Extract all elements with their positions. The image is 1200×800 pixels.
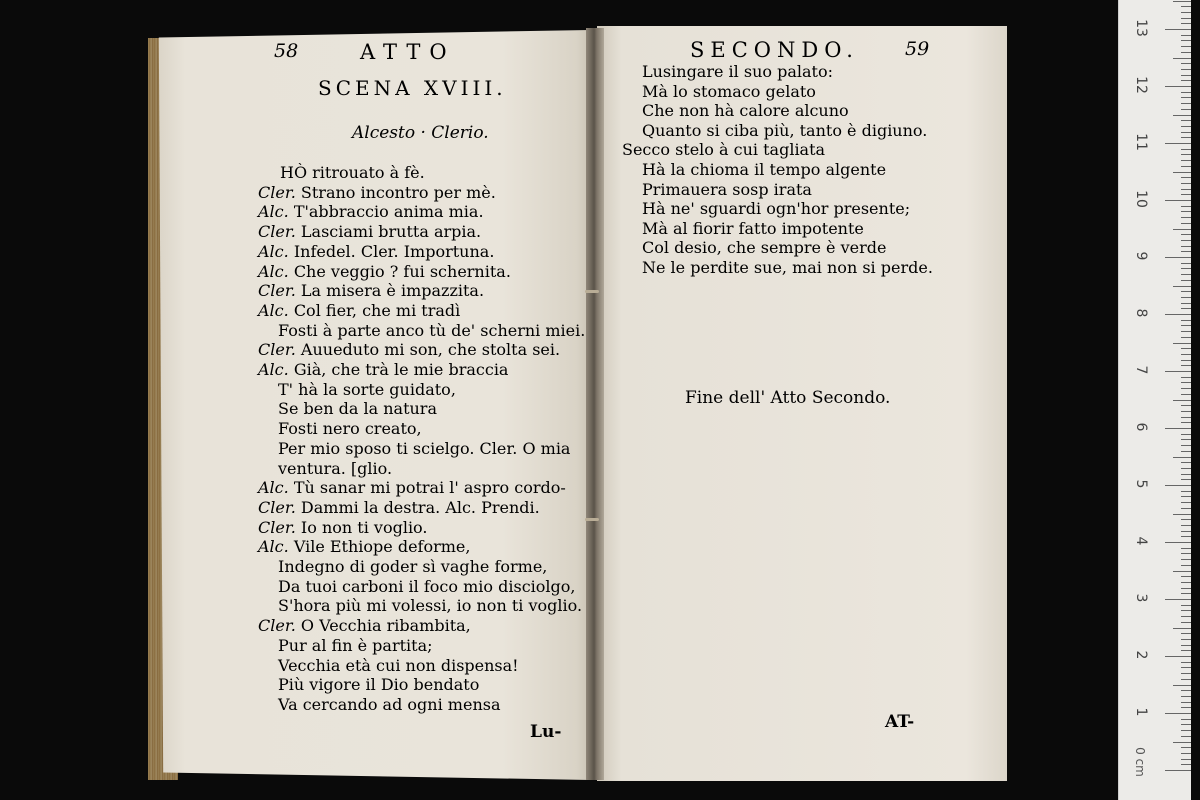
- ruler-tick: [1181, 382, 1191, 383]
- verse-text: La misera è impazzita.: [300, 281, 485, 301]
- verse-text: Col fier, che mi tradì: [293, 300, 461, 320]
- ruler-tick: [1181, 291, 1191, 292]
- verse-line: Mà lo stomaco gelato: [642, 81, 816, 101]
- verse-text: Vecchia età cui non dispensa!: [278, 655, 519, 675]
- verse-line: Quanto si ciba più, tanto è digiuno.: [642, 120, 928, 140]
- ruler-tick: [1181, 23, 1191, 24]
- ruler-tick: [1181, 331, 1191, 332]
- verse-text: Fosti à parte anco tù de' scherni miei.: [278, 320, 586, 340]
- ruler-tick: [1181, 559, 1191, 560]
- ruler-tick: [1181, 97, 1191, 98]
- ruler-tick: [1181, 18, 1191, 19]
- ruler-tick: [1181, 303, 1191, 304]
- ruler-tick: [1181, 468, 1191, 469]
- left-verse-block: [258, 163, 588, 715]
- verse-line: [258, 695, 588, 715]
- left-running-head: ATTO: [360, 40, 456, 64]
- ruler-tick: [1181, 137, 1191, 138]
- ruler-tick: [1173, 571, 1191, 572]
- verse-line: [258, 242, 588, 262]
- verse-line: Lusingare il suo palato:: [642, 62, 833, 81]
- ruler-tick: [1165, 371, 1191, 372]
- ruler-tick: [1181, 388, 1191, 389]
- ruler-tick: [1181, 610, 1191, 611]
- verse-text: Io non ti voglio.: [300, 517, 428, 537]
- ruler-tick: [1173, 628, 1191, 629]
- ruler-number: 7: [1133, 365, 1149, 375]
- scene-title: SCENA XVIII.: [318, 76, 507, 100]
- ruler-tick: [1181, 593, 1191, 594]
- ruler-tick: [1181, 759, 1191, 760]
- verse-line: [258, 183, 588, 203]
- verse-line: Col desio, che sempre è verde: [642, 238, 887, 258]
- verse-text: Fosti nero creato,: [278, 419, 422, 439]
- speaker-label: Alc.: [258, 202, 289, 222]
- ruler-tick: [1173, 58, 1191, 59]
- verse-line: [258, 596, 588, 616]
- ruler-tick: [1181, 63, 1191, 64]
- ruler-tick: [1181, 462, 1191, 463]
- ruler-tick: [1181, 40, 1191, 41]
- ruler-tick: [1173, 286, 1191, 287]
- ruler-tick: [1173, 400, 1191, 401]
- ruler-tick: [1181, 337, 1191, 338]
- ruler-tick: [1181, 519, 1191, 520]
- ruler-tick: [1181, 696, 1191, 697]
- verse-line: [258, 459, 588, 479]
- ruler-tick: [1181, 206, 1191, 207]
- ruler-tick: [1173, 172, 1191, 173]
- ruler-tick: [1181, 160, 1191, 161]
- verse-line: [258, 399, 588, 419]
- ruler-tick: [1181, 474, 1191, 475]
- ruler-tick: [1173, 457, 1191, 458]
- verse-text: Già, che trà le mie braccia: [293, 360, 509, 380]
- ruler-tick: [1181, 605, 1191, 606]
- right-running-head: SECONDO.: [690, 38, 859, 62]
- ruler-tick: [1181, 377, 1191, 378]
- ruler-tick: [1181, 439, 1191, 440]
- verse-line: [258, 675, 588, 695]
- ruler-tick: [1181, 360, 1191, 361]
- ruler-tick: [1181, 702, 1191, 703]
- ruler-tick: [1181, 194, 1191, 195]
- ruler-tick: [1181, 217, 1191, 218]
- ruler-tick: [1181, 662, 1191, 663]
- verse-text: Indegno di goder sì vaghe forme,: [278, 557, 548, 577]
- verse-text: Più vigore il Dio bendato: [278, 675, 480, 695]
- verse-line: [258, 498, 588, 518]
- speaker-label: Alc.: [258, 300, 289, 320]
- ruler-number: 2: [1133, 650, 1149, 660]
- ruler-tick: [1181, 622, 1191, 623]
- right-catchword: AT-: [885, 712, 915, 732]
- ruler-tick: [1181, 348, 1191, 349]
- measuring-ruler: [1118, 0, 1191, 800]
- ruler-tick: [1181, 553, 1191, 554]
- ruler-tick: [1173, 742, 1191, 743]
- ruler-tick: [1181, 69, 1191, 70]
- ruler-tick: [1181, 639, 1191, 640]
- ruler-tick: [1181, 120, 1191, 121]
- verse-text: S'hora più mi volessi, io non ti voglio.: [278, 596, 583, 616]
- ruler-tick: [1181, 126, 1191, 127]
- ruler-tick: [1181, 673, 1191, 674]
- verse-text: ventura. [glio.: [278, 458, 393, 478]
- ruler-tick: [1181, 109, 1191, 110]
- ruler-tick: [1181, 274, 1191, 275]
- ruler-tick: [1165, 29, 1191, 30]
- ruler-tick: [1181, 582, 1191, 583]
- verse-line: Hà ne' sguardi ogn'hor presente;: [642, 199, 911, 219]
- verse-text: Vile Ethiope deforme,: [293, 537, 471, 557]
- ruler-tick: [1181, 405, 1191, 406]
- ruler-tick: [1181, 320, 1191, 321]
- ruler-tick: [1181, 189, 1191, 190]
- ruler-tick: [1181, 80, 1191, 81]
- ruler-tick: [1181, 730, 1191, 731]
- ruler-tick: [1181, 92, 1191, 93]
- ruler-number: 10: [1133, 190, 1149, 208]
- ruler-tick: [1173, 343, 1191, 344]
- ruler-tick: [1181, 496, 1191, 497]
- verse-text: O Vecchia ribambita,: [300, 616, 471, 636]
- ruler-tick: [1181, 753, 1191, 754]
- verse-text: Se ben da la natura: [278, 399, 437, 419]
- speaker-label: Alc.: [258, 261, 289, 281]
- ruler-tick: [1181, 451, 1191, 452]
- speaker-label: Cler.: [258, 182, 296, 202]
- ruler-tick: [1181, 645, 1191, 646]
- scene-characters: Alcesto · Clerio.: [352, 123, 489, 143]
- ruler-tick: [1181, 536, 1191, 537]
- verse-line: [258, 577, 588, 597]
- ruler-tick: [1165, 599, 1191, 600]
- ruler-tick: [1181, 177, 1191, 178]
- verse-line: [258, 518, 588, 538]
- act-end-note: Fine dell' Atto Secondo.: [685, 388, 891, 408]
- speaker-label: Cler.: [258, 616, 296, 636]
- ruler-tick: [1165, 428, 1191, 429]
- ruler-tick: [1165, 143, 1191, 144]
- verse-text: Lasciami brutta arpia.: [300, 222, 482, 242]
- ruler-tick: [1181, 679, 1191, 680]
- ruler-tick: [1181, 211, 1191, 212]
- ruler-tick: [1181, 565, 1191, 566]
- right-page-number: 59: [905, 38, 930, 60]
- ruler-tick: [1181, 525, 1191, 526]
- ruler-tick: [1173, 1, 1191, 2]
- ruler-tick: [1181, 667, 1191, 668]
- ruler-tick: [1165, 257, 1191, 258]
- speaker-label: Alc.: [258, 241, 289, 261]
- verse-line: [258, 537, 588, 557]
- ruler-tick: [1181, 52, 1191, 53]
- ruler-tick: [1181, 531, 1191, 532]
- ruler-tick: [1181, 234, 1191, 235]
- verse-text: Tù sanar mi potrai l' aspro cordo-: [293, 478, 566, 498]
- speaker-label: Cler.: [258, 517, 296, 537]
- book-gutter: [586, 28, 604, 780]
- ruler-tick: [1181, 166, 1191, 167]
- ruler-number: 12: [1133, 76, 1149, 94]
- ruler-tick: [1181, 576, 1191, 577]
- ruler-tick: [1165, 314, 1191, 315]
- ruler-tick: [1181, 650, 1191, 651]
- verse-text: Per mio sposo ti scielgo. Cler. O mia: [278, 438, 571, 458]
- ruler-tick: [1181, 422, 1191, 423]
- verse-line: [258, 222, 588, 242]
- ruler-tick: [1181, 736, 1191, 737]
- ruler-tick: [1181, 280, 1191, 281]
- verse-line: [258, 616, 588, 636]
- verse-text: Auueduto mi son, che stolta sei.: [300, 340, 561, 360]
- ruler-tick: [1181, 183, 1191, 184]
- ruler-tick: [1181, 445, 1191, 446]
- ruler-tick: [1165, 200, 1191, 201]
- verse-text: Che veggio ? fui schernita.: [293, 261, 511, 281]
- verse-text: Da tuoi carboni il foco mio disciolgo,: [278, 576, 576, 596]
- ruler-tick: [1181, 308, 1191, 309]
- ruler-number: 9: [1133, 251, 1149, 261]
- ruler-tick: [1181, 719, 1191, 720]
- verse-line: Hà la chioma il tempo algente: [642, 159, 887, 179]
- verse-line: Che non hà calore alcuno: [642, 101, 849, 121]
- verse-text: Infedel. Cler. Importuna.: [293, 241, 495, 261]
- ruler-tick: [1181, 502, 1191, 503]
- ruler-tick: [1165, 770, 1191, 771]
- ruler-number: 4: [1133, 536, 1149, 546]
- ruler-tick: [1181, 154, 1191, 155]
- ruler-number: 8: [1133, 308, 1149, 318]
- left-catchword: Lu-: [530, 722, 562, 742]
- ruler-tick: [1181, 268, 1191, 269]
- ruler-tick: [1181, 616, 1191, 617]
- verse-line: [258, 340, 588, 360]
- ruler-tick: [1181, 707, 1191, 708]
- verse-line: [258, 163, 588, 183]
- ruler-tick: [1173, 229, 1191, 230]
- speaker-label: Cler.: [258, 281, 296, 301]
- verse-line: [258, 478, 588, 498]
- speaker-label: Alc.: [258, 537, 289, 557]
- ruler-tick: [1181, 251, 1191, 252]
- ruler-tick: [1165, 485, 1191, 486]
- ruler-tick: [1173, 115, 1191, 116]
- ruler-tick: [1181, 588, 1191, 589]
- ruler-number: 5: [1133, 479, 1149, 489]
- verse-text: T'abbraccio anima mia.: [293, 202, 484, 222]
- verse-text: T' hà la sorte guidato,: [278, 379, 456, 399]
- ruler-number: 11: [1133, 133, 1149, 151]
- ruler-tick: [1181, 223, 1191, 224]
- ruler-tick: [1181, 263, 1191, 264]
- speaker-label: Cler.: [258, 340, 296, 360]
- ruler-tick: [1181, 690, 1191, 691]
- ruler-tick: [1181, 354, 1191, 355]
- verse-text: Pur al fin è partita;: [278, 635, 433, 655]
- verse-text: Va cercando ad ogni mensa: [278, 694, 501, 714]
- ruler-tick: [1181, 132, 1191, 133]
- ruler-tick: [1181, 46, 1191, 47]
- ruler-tick: [1173, 685, 1191, 686]
- ruler-tick: [1181, 548, 1191, 549]
- ruler-number: 3: [1133, 593, 1149, 603]
- verse-text: Strano incontro per mè.: [300, 182, 496, 202]
- ruler-tick: [1181, 394, 1191, 395]
- verse-line: [258, 281, 588, 301]
- verse-line: [258, 439, 588, 459]
- verse-line: [258, 202, 588, 222]
- ruler-tick: [1181, 6, 1191, 7]
- ruler-unit-label: 0 cm: [1132, 747, 1147, 777]
- verse-line: [258, 656, 588, 676]
- ruler-tick: [1181, 633, 1191, 634]
- verse-line: [258, 636, 588, 656]
- ruler-tick: [1181, 747, 1191, 748]
- ruler-tick: [1181, 434, 1191, 435]
- ruler-tick: [1181, 417, 1191, 418]
- ruler-tick: [1181, 149, 1191, 150]
- verse-text: HÒ ritrouato à fè.: [280, 163, 425, 182]
- ruler-tick: [1165, 656, 1191, 657]
- ruler-tick: [1181, 103, 1191, 104]
- ruler-tick: [1181, 491, 1191, 492]
- ruler-number: 1: [1133, 707, 1149, 717]
- verse-line: [258, 360, 588, 380]
- verse-line: [258, 321, 588, 341]
- left-page-number: 58: [274, 40, 299, 62]
- verse-line: [258, 301, 588, 321]
- verse-line: [258, 262, 588, 282]
- ruler-tick: [1165, 542, 1191, 543]
- ruler-tick: [1181, 479, 1191, 480]
- ruler-tick: [1181, 240, 1191, 241]
- ruler-tick: [1181, 365, 1191, 366]
- ruler-tick: [1181, 35, 1191, 36]
- verse-line: Mà al fiorir fatto impotente: [642, 218, 864, 238]
- ruler-tick: [1173, 514, 1191, 515]
- ruler-tick: [1181, 246, 1191, 247]
- ruler-tick: [1165, 713, 1191, 714]
- verse-line: [258, 557, 588, 577]
- ruler-tick: [1181, 297, 1191, 298]
- ruler-tick: [1181, 75, 1191, 76]
- ruler-tick: [1181, 325, 1191, 326]
- speaker-label: Cler.: [258, 497, 296, 517]
- ruler-number: 13: [1133, 19, 1149, 37]
- verse-line: Ne le perdite sue, mai non si perde.: [642, 257, 933, 277]
- speaker-label: Alc.: [258, 360, 289, 380]
- ruler-tick: [1181, 764, 1191, 765]
- ruler-number: 6: [1133, 422, 1149, 432]
- ruler-tick: [1181, 508, 1191, 509]
- speaker-label: Cler.: [258, 222, 296, 242]
- ruler-tick: [1181, 12, 1191, 13]
- verse-line: Primauera sosp irata: [642, 179, 812, 199]
- verse-line: Secco stelo à cui tagliata: [622, 140, 826, 160]
- verse-line: [258, 419, 588, 439]
- verse-text: Dammi la destra. Alc. Prendi.: [300, 497, 540, 517]
- speaker-label: Alc.: [258, 478, 289, 498]
- verse-line: [258, 380, 588, 400]
- ruler-tick: [1181, 724, 1191, 725]
- right-verse-block: [622, 62, 992, 278]
- ruler-tick: [1165, 86, 1191, 87]
- ruler-tick: [1181, 411, 1191, 412]
